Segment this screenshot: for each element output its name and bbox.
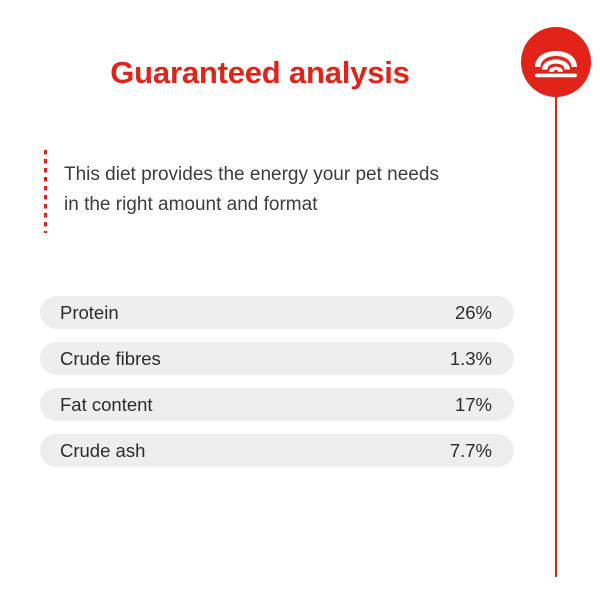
- red-vertical-rule: [555, 62, 557, 577]
- royal-canin-crown-icon: [521, 27, 591, 97]
- dotted-accent: [44, 150, 47, 233]
- analysis-label: Crude ash: [60, 439, 146, 461]
- analysis-label: Fat content: [60, 393, 153, 415]
- analysis-label: Protein: [60, 301, 119, 323]
- analysis-label: Crude fibres: [60, 347, 161, 369]
- intro-line-2: in the right amount and format: [64, 194, 318, 215]
- intro-text: [64, 160, 494, 220]
- analysis-value: 1.3%: [449, 347, 492, 369]
- analysis-value: 26%: [454, 301, 492, 323]
- intro-line-1: This diet provides the energy your pet needs: [64, 164, 439, 185]
- analysis-table: [40, 296, 514, 480]
- table-row: [40, 296, 514, 329]
- table-row: [40, 434, 514, 467]
- table-row: [40, 342, 514, 375]
- page-title: Guaranteed analysis: [110, 55, 410, 90]
- analysis-value: 7.7%: [449, 439, 492, 461]
- analysis-value: 17%: [454, 393, 492, 415]
- table-row: [40, 388, 514, 421]
